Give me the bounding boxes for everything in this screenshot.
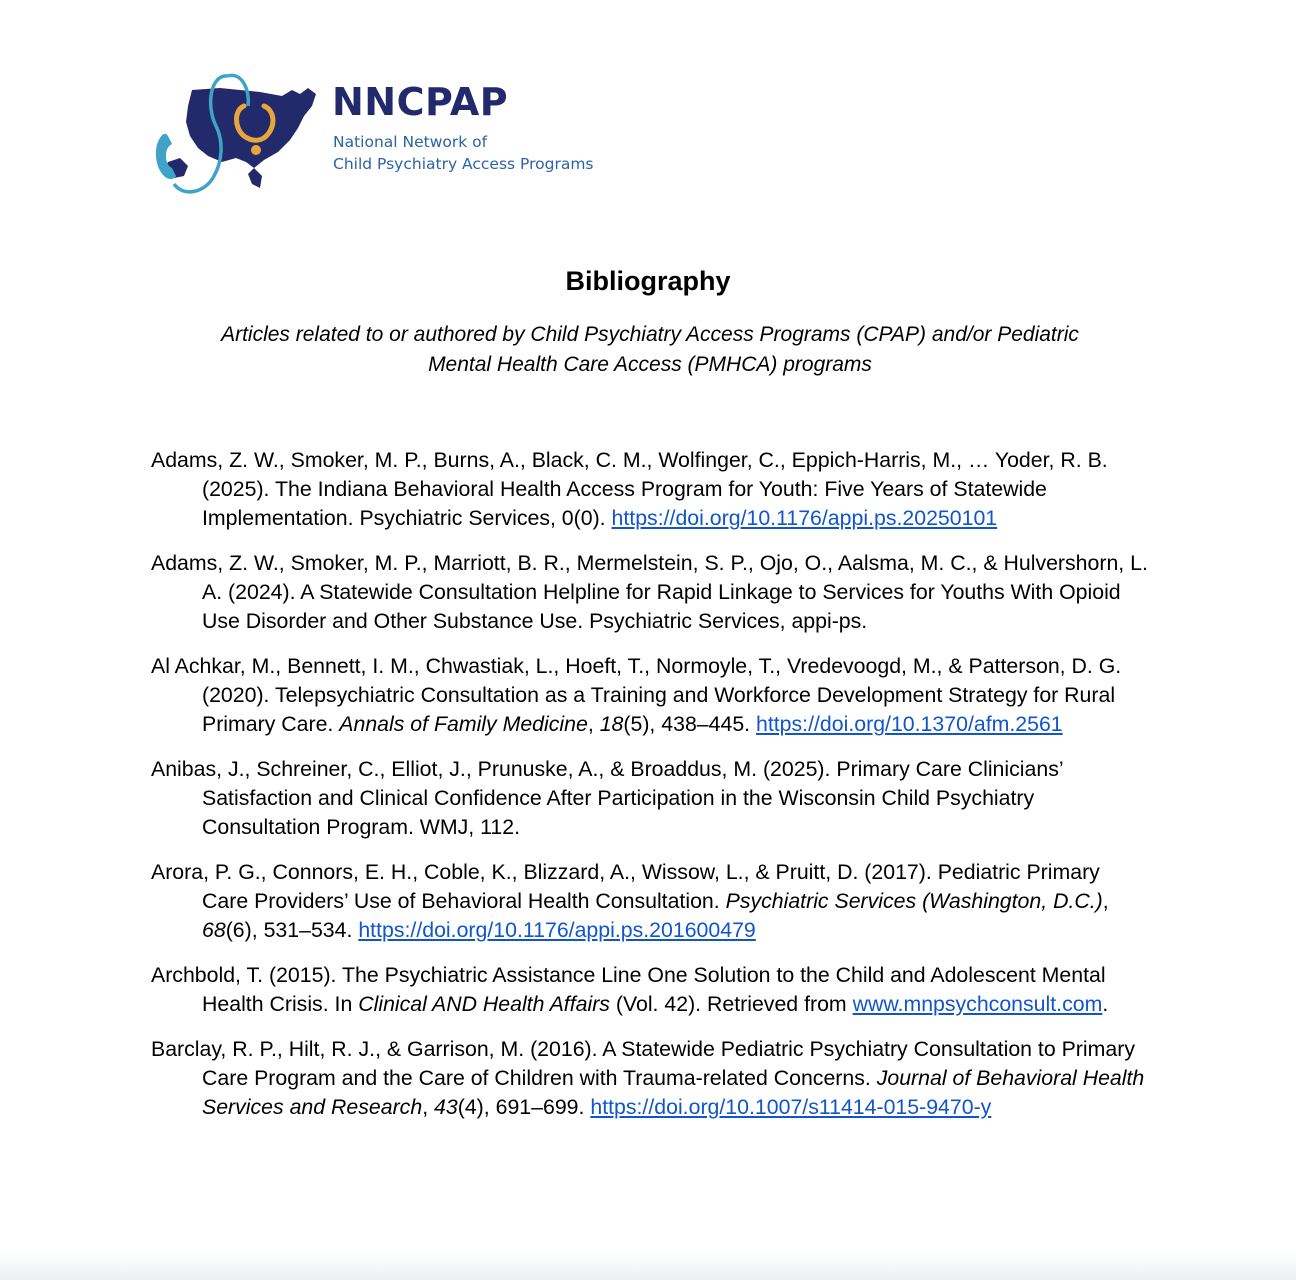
reference-link[interactable]: https://doi.org/10.1370/afm.2561 [756, 712, 1063, 736]
reference-text: (4), 691–699. [457, 1095, 591, 1119]
logo-name: NNCPAP [332, 80, 509, 124]
reference-link[interactable]: https://doi.org/10.1176/appi.ps.20250101 [611, 506, 998, 530]
reference-link[interactable]: https://doi.org/10.1007/s11414-015-9470-y [590, 1095, 992, 1119]
logo-subtitle-line-2: Child Psychiatry Access Programs [333, 155, 594, 173]
reference-text: (5), 438–445. [623, 712, 756, 736]
subtitle-line-2: Mental Health Care Access (PMHCA) programs [428, 353, 872, 376]
reference-item [151, 446, 1151, 533]
logo-subtitle-line-1: National Network of [333, 133, 488, 151]
nncpap-logo [150, 66, 630, 206]
reference-text: Al Achkar, M., Bennett, I. M., Chwastiak, L., Hoeft, T., Normoyle, T., Vredevoogd, M., & Patterson, D. G. (2020). Telepsychiatric Consultation as a Training and Workforce Development Strategy for Rural Primary Care. [151, 654, 1122, 736]
reference-text: Barclay, R. P., Hilt, R. J., & Garrison, M. (2016). A Statewide Pediatric Psychiatry Consultation to Primary Care Program and the Care of Children with Trauma-related Concerns. [151, 1037, 1135, 1090]
page-subtitle [150, 320, 1150, 380]
logo-subtitle [333, 131, 594, 175]
volume: 68 [202, 918, 226, 942]
reference-list [151, 446, 1151, 1138]
reference-item [151, 652, 1151, 739]
reference-item [151, 1035, 1151, 1122]
reference-text: Archbold, T. (2015). The Psychiatric Assistance Line One Solution to the Child and Adolescent Mental Health Crisis. In [151, 963, 1106, 1016]
reference-link[interactable]: www.mnpsychconsult.com [852, 992, 1103, 1016]
page-title: Bibliography [565, 266, 731, 296]
journal-title: Psychiatric Services (Washington, D.C.) [725, 889, 1103, 913]
volume: 18 [599, 712, 624, 736]
journal-title: Annals of Family Medicine [339, 712, 588, 736]
reference-item [151, 755, 1151, 842]
reference-text: Anibas, J., Schreiner, C., Elliot, J., Prunuske, A., & Broaddus, M. (2025). Primary Care Clinicians’ Satisfaction and Clinical Confidence After Participation in the Wisconsin Child Psychiatry Consultation Program. WMJ, 112. [151, 757, 1063, 839]
reference-text: Adams, Z. W., Smoker, M. P., Marriott, B. R., Mermelstein, S. P., Ojo, O., Aalsma, M. C., & Hulvershorn, L. A. (2024). A Statewide Consultation Helpline for Rapid Linkage to Services for Youths With Opioid Use Disorder and Other Substance Use. Psychiatric Services, appi-ps. [151, 551, 1148, 633]
subtitle-line-1: Articles related to or authored by Child Psychiatry Access Programs (CPAP) and/or Pediatric [221, 323, 1079, 346]
reference-text: , [587, 712, 600, 736]
reference-text: (Vol. 42). Retrieved from [609, 992, 853, 1016]
volume: 43 [434, 1095, 458, 1119]
reference-item [151, 549, 1151, 636]
journal-title: Journal of Behavioral Health Services and Research [202, 1066, 1145, 1119]
reference-text: Adams, Z. W., Smoker, M. P., Burns, A., Black, C. M., Wolfinger, C., Eppich-Harris, M., … Yoder, R. B. (2025). The Indiana Behavioral Health Access Program for Youth: Five Years of Statewide Implementation. Psychiatric Services, 0(0). [151, 448, 1108, 530]
page-bottom-shadow [0, 1252, 1296, 1280]
journal-title: Clinical AND Health Affairs [358, 992, 610, 1016]
us-map-stethoscope-icon [150, 66, 330, 206]
reference-item [151, 858, 1151, 945]
reference-text: , [1102, 889, 1109, 913]
reference-text: (6), 531–534. [225, 918, 359, 942]
reference-text: Arora, P. G., Connors, E. H., Coble, K., Blizzard, A., Wissow, L., & Pruitt, D. (2017). Pediatric Primary Care Providers’ Use of Behavioral Health Consultation. [151, 860, 1100, 913]
reference-text: . [1102, 992, 1109, 1016]
reference-link[interactable]: https://doi.org/10.1176/appi.ps.201600479 [358, 918, 756, 942]
reference-item [151, 961, 1151, 1019]
reference-text: , [422, 1095, 435, 1119]
